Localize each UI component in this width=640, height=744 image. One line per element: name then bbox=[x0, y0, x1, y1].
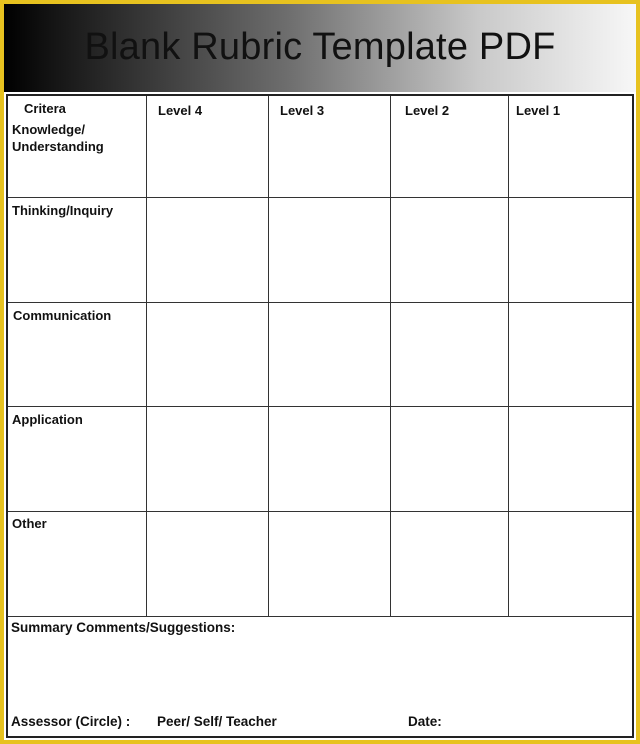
rubric-table bbox=[6, 94, 634, 738]
criteria-header: Critera bbox=[24, 101, 66, 116]
date-label: Date: bbox=[408, 714, 442, 729]
column-divider bbox=[146, 96, 147, 616]
row-label-communication: Communication bbox=[13, 308, 112, 323]
row-label-thinking: Thinking/Inquiry bbox=[12, 203, 114, 218]
column-divider bbox=[268, 96, 269, 616]
assessor-label: Assessor (Circle) : bbox=[11, 714, 131, 729]
column-divider bbox=[390, 96, 391, 616]
row-label-other: Other bbox=[12, 516, 47, 531]
level-1-header: Level 1 bbox=[516, 103, 561, 118]
level-4-header: Level 4 bbox=[158, 103, 203, 118]
assessor-options: Peer/ Self/ Teacher bbox=[157, 714, 277, 729]
row-label-knowledge: Knowledge/ Understanding bbox=[12, 122, 104, 154]
row-divider bbox=[8, 511, 632, 512]
row-divider bbox=[8, 406, 632, 407]
row-label-application: Application bbox=[12, 412, 83, 427]
row-divider bbox=[8, 302, 632, 303]
page-title: Blank Rubric Template PDF bbox=[84, 26, 556, 68]
row-divider bbox=[8, 197, 632, 198]
summary-comments-label: Summary Comments/Suggestions: bbox=[11, 620, 236, 635]
row-divider bbox=[8, 616, 632, 617]
level-3-header: Level 3 bbox=[280, 103, 325, 118]
level-2-header: Level 2 bbox=[405, 103, 450, 118]
column-divider bbox=[508, 96, 509, 616]
